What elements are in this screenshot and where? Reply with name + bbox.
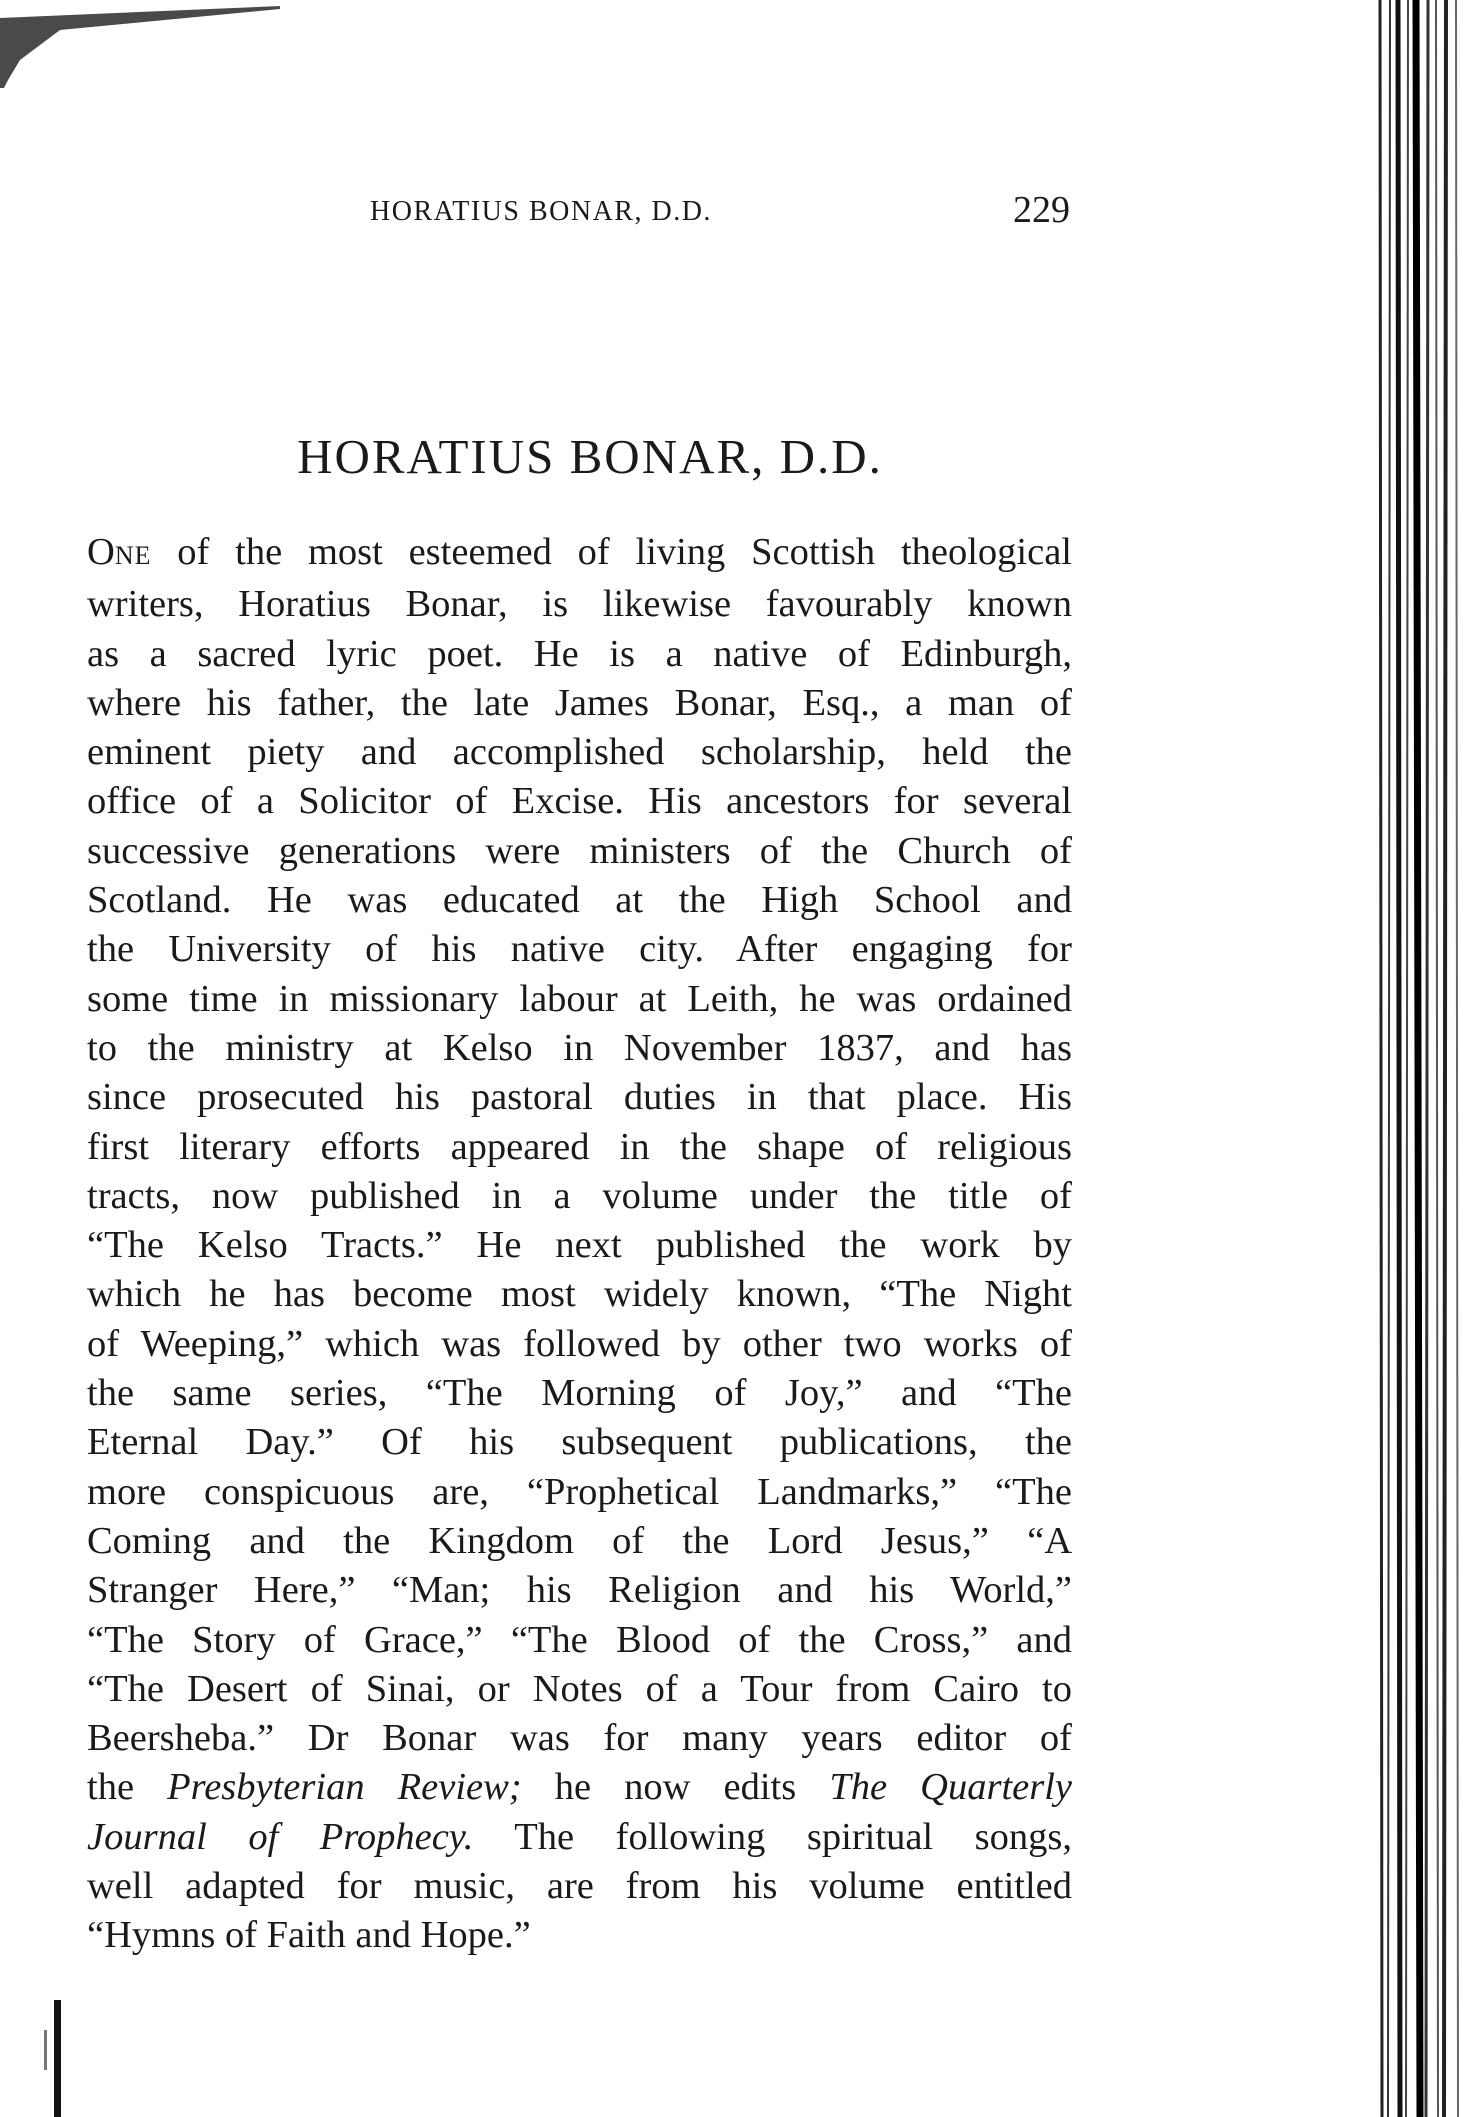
- opening-initial: O: [87, 531, 115, 573]
- opening-smallcaps: NE: [114, 541, 152, 570]
- body-line: “The Kelso Tracts.” He next published the work by: [87, 1224, 1072, 1267]
- body-line: successive generations were ministers of the Church of: [87, 829, 1072, 872]
- body-line: where his father, the late James Bonar, Esq., a man of: [87, 681, 1072, 724]
- body-line: which he has become most widely known, “The Night: [87, 1273, 1072, 1316]
- body-line-final: “Hymns of Faith and Hope.”: [87, 1914, 531, 1957]
- body-line: since prosecuted his pastoral duties in that place. His: [87, 1076, 1072, 1119]
- body-text: [87, 528, 1072, 1961]
- scan-binding-edge: [1368, 0, 1463, 2117]
- body-line: of Weeping,” which was followed by other two works of: [87, 1322, 1072, 1365]
- running-header: [370, 188, 1070, 238]
- page-number: 229: [1013, 189, 1070, 231]
- body-line: Scotland. He was educated at the High School and: [87, 879, 1072, 922]
- body-line: eminent piety and accomplished scholarship, held the: [87, 731, 1072, 774]
- journal-title-prophecy: Journal of Prophecy.: [87, 1815, 474, 1858]
- body-line: some time in missionary labour at Leith, he was ordained: [87, 977, 1072, 1020]
- body-line: the University of his native city. After engaging for: [87, 928, 1072, 971]
- body-line: “The Story of Grace,” “The Blood of the Cross,” and: [87, 1618, 1072, 1661]
- journal-title-presbyterian-review: Presbyterian Review;: [167, 1766, 522, 1809]
- body-line: Coming and the Kingdom of the Lord Jesus,” “A: [87, 1519, 1072, 1562]
- body-line: ONE of the most esteemed of living Scottish theological: [87, 531, 1072, 573]
- body-line: Beersheba.” Dr Bonar was for many years editor of: [87, 1717, 1072, 1760]
- running-title: HORATIUS BONAR, D.D.: [370, 196, 712, 227]
- body-line: the Presbyterian Review; he now edits The Quarterly: [87, 1766, 1072, 1809]
- body-line: to the ministry at Kelso in November 1837, and has: [87, 1026, 1072, 1069]
- body-line: Stranger Here,” “Man; his Religion and his World,”: [87, 1569, 1072, 1612]
- body-line: first literary efforts appeared in the shape of religious: [87, 1125, 1072, 1168]
- body-line: the same series, “The Morning of Joy,” and “The: [87, 1372, 1072, 1415]
- body-line: Eternal Day.” Of his subsequent publications, the: [87, 1421, 1072, 1464]
- journal-title-quarterly: The Quarterly: [829, 1766, 1072, 1809]
- scan-mark-bottom-left: [40, 1990, 70, 2117]
- body-line: office of a Solicitor of Excise. His ancestors for several: [87, 780, 1072, 823]
- body-line: Journal of Prophecy. The following spiritual songs,: [87, 1815, 1072, 1858]
- scan-smudge-top-left: [0, 0, 300, 90]
- chapter-title: HORATIUS BONAR, D.D.: [297, 429, 883, 484]
- body-line: tracts, now published in a volume under the title of: [87, 1174, 1072, 1217]
- body-line: writers, Horatius Bonar, is likewise favourably known: [87, 583, 1072, 626]
- body-line: more conspicuous are, “Prophetical Landmarks,” “The: [87, 1470, 1072, 1513]
- body-line: “The Desert of Sinai, or Notes of a Tour from Cairo to: [87, 1667, 1072, 1710]
- body-line: as a sacred lyric poet. He is a native of Edinburgh,: [87, 632, 1072, 675]
- body-line: well adapted for music, are from his volume entitled: [87, 1865, 1072, 1908]
